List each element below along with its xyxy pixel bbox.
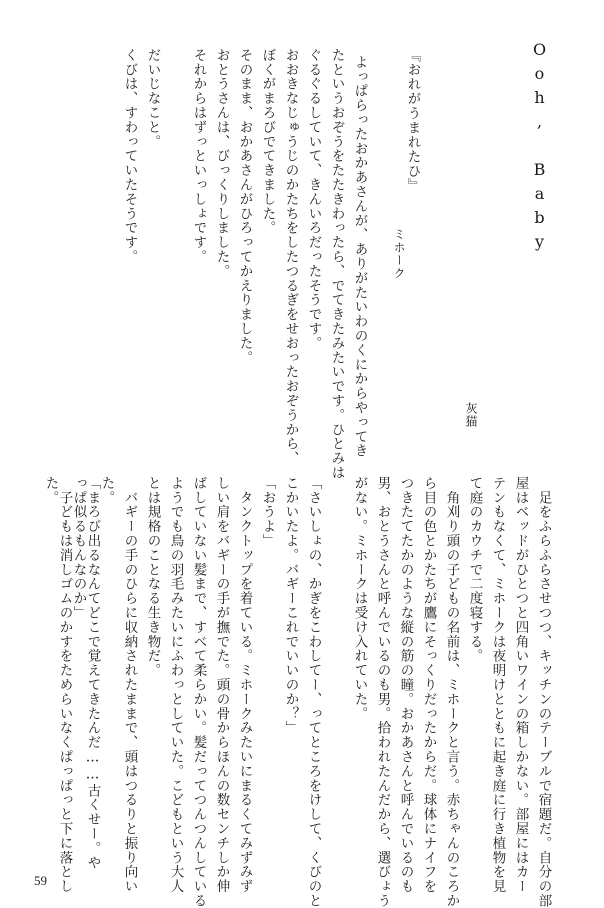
text-line: たというおぞうをたたきわったら、でてきたみたいです。ひとみは <box>328 48 345 480</box>
text-line: 屋はベッドがひとつと四角いワインの箱しかない。部屋にはカー <box>512 476 529 894</box>
text-line: た。 <box>98 476 115 505</box>
text-line: それからはずっといっしょです。 <box>190 48 207 264</box>
page-number: 59 <box>34 873 47 888</box>
text-line: 「おうよ」 <box>259 476 276 548</box>
text-line: 男、おとうさんと呼んでいるのも男。拾われたんだから、選びょう <box>374 476 391 908</box>
text-line: 足をふらふらさせつつ、キッチンのテーブルで宿題だ。自分の部 <box>535 476 552 908</box>
text-line: しい肩をバギーの手が撫でた。頭の骨からほんの数センチしか伸 <box>213 476 230 894</box>
text-line: がない。ミホークは受け入れていた。 <box>351 476 368 721</box>
text-line: た。 <box>42 476 59 505</box>
text-line: バギーの手のひらに収納されたままで、頭はつるりと振り向い <box>121 476 138 894</box>
text-line: 角刈り頭の子どもの名前は、ミホークと言う。赤ちゃんのころか <box>443 476 460 908</box>
text-line: ら目の色とかたちが鷹にそっくりだったからだ。球体にナイフを <box>420 476 437 894</box>
text-line: ぐるぐるしていて、きんいろだったそうです。 <box>305 48 322 351</box>
text-line: 「まろび出るなんてどこで覚えてきたんだ……古くせー。や <box>84 476 101 870</box>
story1-author: ミホーク <box>392 228 406 280</box>
book-title: Ooh, Baby <box>530 40 549 256</box>
text-line: つきたてたかのような縦の筋の瞳。おかあさんと呼んでいるのも <box>397 476 414 894</box>
text-line: っぱ似るもんなのか」 <box>70 476 87 620</box>
text-line: 子どもは消しゴムのかすをためらいなくぱっぱっと下に落とし <box>56 476 73 894</box>
story2-author: 灰猫 <box>464 402 478 428</box>
text-line: タンクトップを着ている。ミホークみたいにまるくてみずみず <box>236 476 253 894</box>
text-line: おおきなじゅうじのかたちをしたつるぎをせおったおぞうから、 <box>282 48 299 466</box>
text-line: 「さいしょの、かぎをこわしてー、ってところをけして、くびのと <box>305 476 322 908</box>
story1-title: 『おれがうまれたひ』 <box>404 48 421 193</box>
text-line: だいじなこと。 <box>144 48 161 149</box>
text-line: おとうさんは、びっくりしました。 <box>213 48 230 279</box>
text-line: ばしていない髪まで、すべて柔らかい。髪だってつんつんしている <box>190 476 207 908</box>
text-line: て庭のカウチで二度寝する。 <box>466 476 483 664</box>
text-line: テンもなくて、ミホークは夜明けとともに起き庭に行き植物を見 <box>489 476 506 894</box>
text-line: ぼくがまろびでてきました。 <box>259 48 276 236</box>
text-line: そのまま、おかあさんがひろってかえりました。 <box>236 48 253 365</box>
text-line: とは規格のことなる生き物だ。 <box>144 476 161 678</box>
text-line: こかいたよ。バギーこれでいいのか？」 <box>282 476 299 736</box>
text-line: ようでも鳥の羽毛みたいにふわっとしていた。こどもという大人 <box>167 476 184 894</box>
text-line: くびは、すわっていたそうです。 <box>121 48 138 264</box>
text-line: よっぱらったおかあさんが、ありがたいわのくにからやってき <box>351 55 368 459</box>
